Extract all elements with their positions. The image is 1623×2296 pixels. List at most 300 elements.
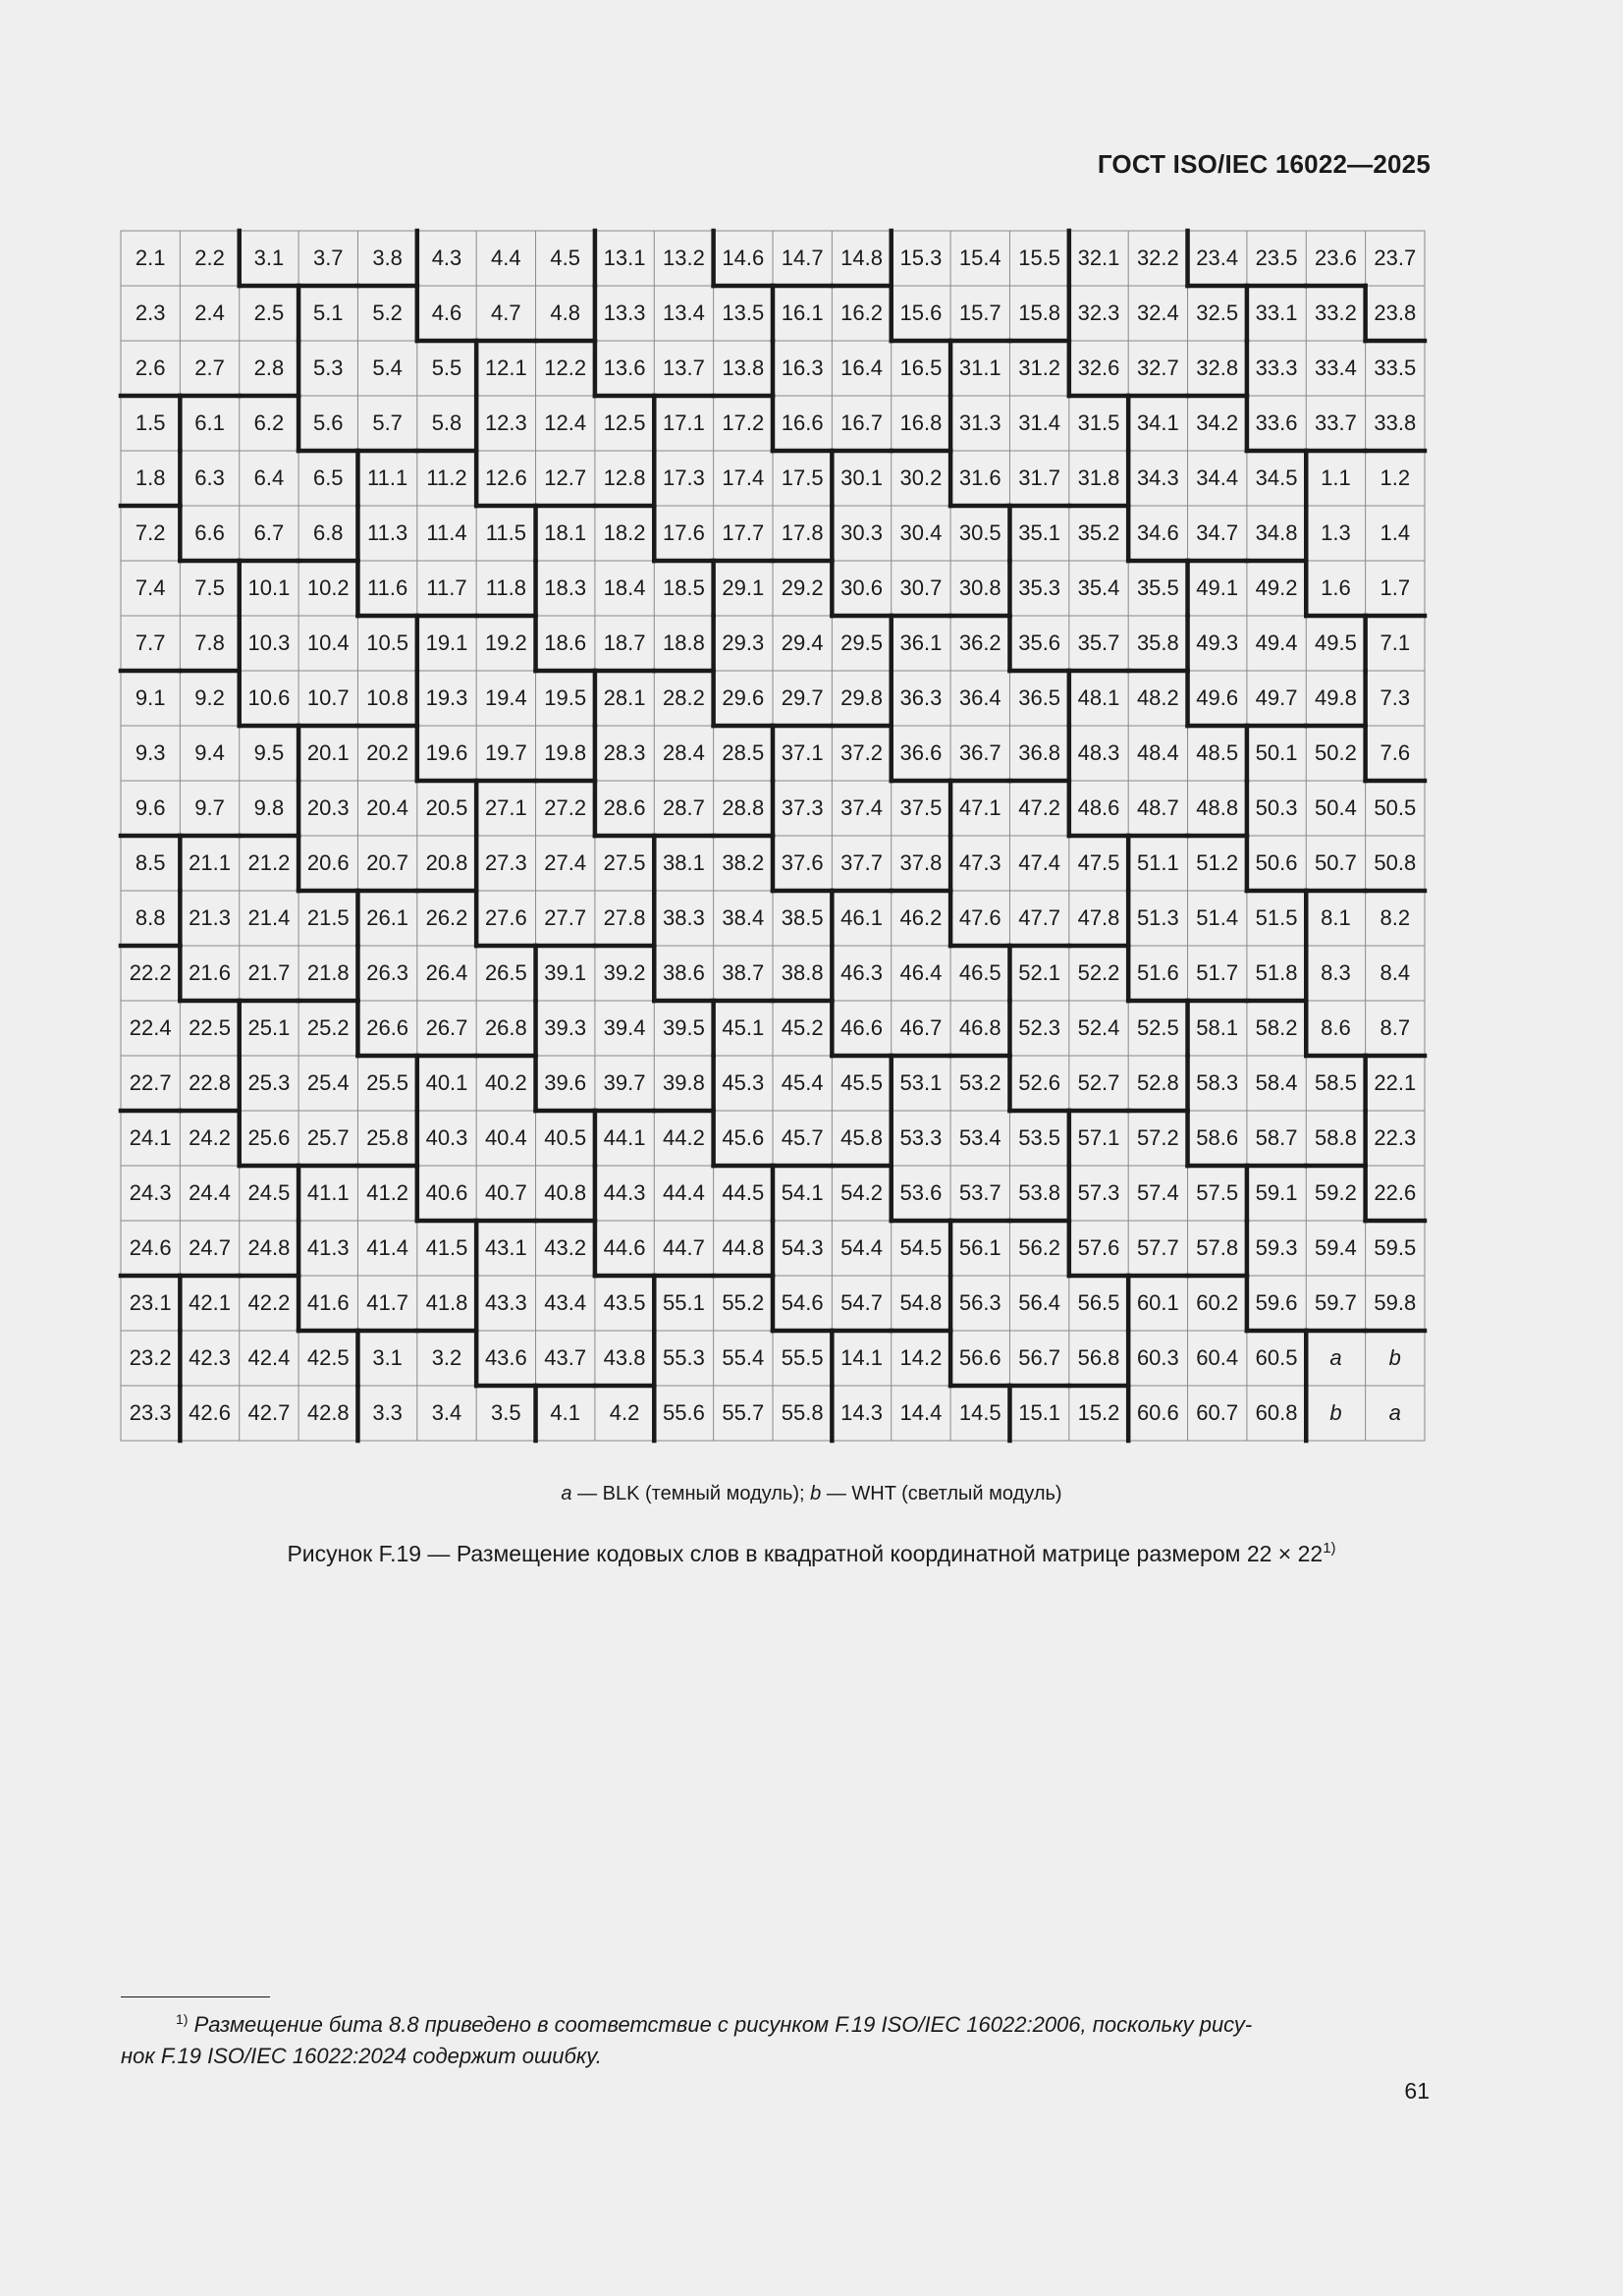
matrix-cell: 10.3: [247, 630, 291, 655]
matrix-cell: 16.8: [899, 410, 943, 435]
figure-caption-text: Рисунок F.19 — Размещение кодовых слов в квадратной координатной матрице размером 22 × 22: [287, 1541, 1324, 1566]
matrix-cell: 42.5: [306, 1345, 350, 1370]
matrix-cell: 25.3: [247, 1070, 291, 1095]
matrix-cell: 37.5: [899, 795, 943, 820]
matrix-cell: 19.6: [425, 740, 468, 765]
matrix-cell: 38.5: [781, 905, 824, 930]
matrix-cell: 56.5: [1077, 1290, 1120, 1315]
matrix-cell: 23.4: [1196, 246, 1239, 270]
matrix-cell: 46.1: [840, 905, 883, 930]
matrix-cell: 14.1: [840, 1345, 883, 1370]
matrix-cell: 1.6: [1321, 575, 1351, 600]
footnote-divider: [121, 1996, 270, 1997]
matrix-cell: 43.4: [544, 1290, 587, 1315]
matrix-cell: 30.1: [840, 465, 883, 490]
matrix-cell: 31.3: [958, 410, 1001, 435]
matrix-cell: 46.8: [958, 1015, 1001, 1040]
matrix-cell: 9.8: [253, 795, 285, 820]
matrix-cell: 58.1: [1196, 1015, 1239, 1040]
matrix-cell: 17.4: [722, 465, 765, 490]
codeword-matrix: [121, 231, 1425, 1441]
matrix-cell: 30.5: [958, 520, 1001, 545]
matrix-cell: 10.6: [247, 685, 291, 710]
matrix-cell: 1.5: [135, 410, 166, 435]
matrix-cell: 33.3: [1255, 355, 1298, 380]
legend-a-symbol: a: [561, 1483, 572, 1504]
matrix-cell: 13.5: [722, 301, 765, 325]
matrix-cell: 14.5: [958, 1400, 1001, 1425]
matrix-cell: 16.5: [899, 355, 943, 380]
matrix-cell: 43.3: [484, 1290, 527, 1315]
matrix-cell: 35.2: [1077, 520, 1120, 545]
matrix-cell: 4.7: [491, 301, 521, 325]
matrix-cell: 45.7: [781, 1125, 824, 1150]
matrix-cell: 33.5: [1374, 355, 1417, 380]
matrix-cell: 15.4: [958, 246, 1001, 270]
matrix-cell: 56.6: [958, 1345, 1001, 1370]
matrix-cell: 7.7: [135, 630, 166, 655]
matrix-cell: 8.6: [1321, 1015, 1351, 1040]
matrix-cell: 3.8: [372, 246, 403, 270]
matrix-cell: 57.6: [1077, 1235, 1120, 1260]
matrix-cell: 26.2: [425, 905, 468, 930]
matrix-cell: 14.6: [722, 246, 765, 270]
matrix-cell: 2.4: [194, 301, 225, 325]
matrix-cell: 5.5: [431, 355, 462, 380]
matrix-cell: 5.3: [312, 355, 344, 380]
matrix-cell: 41.5: [425, 1235, 468, 1260]
matrix-cell: 40.2: [484, 1070, 527, 1095]
matrix-cell: 2.7: [194, 355, 225, 380]
footnote-text-continued: нок F.19 ISO/IEC 16022:2024 содержит ошибку.: [121, 2044, 602, 2068]
matrix-cell: 15.2: [1077, 1400, 1120, 1425]
matrix-cell: 44.5: [722, 1180, 765, 1205]
matrix-cell: 42.6: [189, 1400, 231, 1425]
matrix-cell: 34.1: [1136, 410, 1179, 435]
matrix-cell: 42.4: [247, 1345, 291, 1370]
matrix-cell: 18.3: [544, 575, 587, 600]
matrix-cell: 40.1: [425, 1070, 468, 1095]
matrix-cell: 16.1: [781, 301, 824, 325]
matrix-cell: 27.2: [544, 795, 587, 820]
matrix-cell: 19.1: [425, 630, 468, 655]
matrix-cell: 54.8: [899, 1290, 943, 1315]
matrix-cell: b: [1388, 1345, 1401, 1370]
matrix-cell: 40.5: [544, 1125, 587, 1150]
matrix-cell: 31.4: [1018, 410, 1061, 435]
matrix-cell: 4.8: [550, 301, 580, 325]
matrix-cell: 32.4: [1136, 301, 1179, 325]
matrix-cell: 43.8: [603, 1345, 646, 1370]
matrix-cell: 52.3: [1018, 1015, 1061, 1040]
matrix-cell: 26.3: [366, 960, 409, 985]
matrix-cell: 26.7: [425, 1015, 468, 1040]
matrix-cell: 34.8: [1255, 520, 1298, 545]
matrix-cell: 59.8: [1374, 1290, 1417, 1315]
matrix-cell: 14.3: [840, 1400, 883, 1425]
matrix-cell: 27.1: [484, 795, 527, 820]
matrix-cell: 31.1: [958, 355, 1001, 380]
matrix-cell: 16.3: [781, 355, 824, 380]
matrix-cell: 15.6: [899, 301, 943, 325]
matrix-cell: 59.6: [1255, 1290, 1298, 1315]
matrix-cell: 60.7: [1196, 1400, 1239, 1425]
matrix-cell: 15.8: [1018, 301, 1061, 325]
matrix-cell: 53.4: [958, 1125, 1001, 1150]
matrix-cell: 53.2: [958, 1070, 1001, 1095]
matrix-cell: 3.4: [431, 1400, 462, 1425]
matrix-cell: 11.2: [426, 465, 467, 490]
matrix-cell: 53.8: [1018, 1180, 1061, 1205]
matrix-cell: 42.2: [247, 1290, 291, 1315]
matrix-cell: 50.8: [1374, 850, 1417, 875]
matrix-cell: 18.8: [663, 630, 705, 655]
matrix-cell: 19.8: [544, 740, 587, 765]
matrix-cell: 37.7: [840, 850, 883, 875]
matrix-cell: 45.4: [781, 1070, 824, 1095]
matrix-cell: 48.5: [1196, 740, 1239, 765]
matrix-cell: 9.3: [135, 740, 166, 765]
matrix-cell: 8.3: [1321, 960, 1351, 985]
matrix-cell: 48.8: [1196, 795, 1239, 820]
footnote: [121, 2003, 1431, 2072]
matrix-cell: 4.4: [491, 246, 521, 270]
matrix-cell: 50.4: [1315, 795, 1357, 820]
matrix-cell: 13.2: [663, 246, 705, 270]
matrix-cell: 11.1: [367, 465, 408, 490]
matrix-cell: 49.5: [1315, 630, 1357, 655]
matrix-cell: 40.7: [484, 1180, 527, 1205]
matrix-cell: 5.4: [372, 355, 403, 380]
matrix-cell: 47.7: [1018, 905, 1061, 930]
matrix-cell: 6.2: [253, 410, 285, 435]
matrix-cell: 6.5: [312, 465, 344, 490]
matrix-cell: 21.4: [247, 905, 291, 930]
matrix-cell: 57.3: [1077, 1180, 1120, 1205]
matrix-cell: 13.8: [722, 355, 765, 380]
matrix-cell: 25.4: [306, 1070, 350, 1095]
matrix-cell: 5.7: [372, 410, 403, 435]
matrix-cell: 9.2: [194, 685, 225, 710]
matrix-cell: 7.2: [135, 520, 166, 545]
matrix-cell: 20.6: [306, 850, 350, 875]
matrix-cell: 59.5: [1374, 1235, 1417, 1260]
matrix-cell: 21.6: [189, 960, 231, 985]
matrix-cell: 32.8: [1196, 355, 1239, 380]
matrix-cell: 18.5: [663, 575, 705, 600]
matrix-cell: 52.5: [1136, 1015, 1179, 1040]
matrix-cell: 34.3: [1136, 465, 1179, 490]
matrix-cell: 36.8: [1018, 740, 1061, 765]
matrix-cell: 54.1: [781, 1180, 824, 1205]
matrix-cell: 44.6: [603, 1235, 646, 1260]
matrix-cell: 45.6: [722, 1125, 765, 1150]
matrix-cell: 3.2: [431, 1345, 462, 1370]
matrix-cell: 10.2: [306, 575, 350, 600]
matrix-cell: 43.6: [484, 1345, 527, 1370]
matrix-cell: 32.6: [1077, 355, 1120, 380]
matrix-cell: 60.6: [1136, 1400, 1179, 1425]
matrix-cell: 51.2: [1196, 850, 1239, 875]
matrix-cell: 50.6: [1255, 850, 1298, 875]
matrix-cell: 24.6: [129, 1235, 172, 1260]
matrix-cell: 17.8: [781, 520, 824, 545]
matrix-cell: 55.8: [781, 1400, 824, 1425]
matrix-cell: 14.4: [899, 1400, 943, 1425]
matrix-cell: 18.6: [544, 630, 587, 655]
matrix-cell: 20.5: [425, 795, 468, 820]
matrix-cell: 28.3: [603, 740, 646, 765]
matrix-cell: 37.8: [899, 850, 943, 875]
matrix-cell: 23.2: [129, 1345, 172, 1370]
matrix-cell: 44.4: [663, 1180, 705, 1205]
matrix-cell: 22.4: [129, 1015, 172, 1040]
matrix-cell: 27.4: [544, 850, 587, 875]
matrix-cell: 39.6: [544, 1070, 587, 1095]
matrix-cell: 53.6: [899, 1180, 943, 1205]
matrix-cell: 54.3: [781, 1235, 824, 1260]
matrix-cell: 39.4: [603, 1015, 646, 1040]
matrix-cell: 53.5: [1018, 1125, 1061, 1150]
matrix-cell: 58.8: [1315, 1125, 1357, 1150]
matrix-cell: 4.2: [609, 1400, 640, 1425]
matrix-cell: 1.7: [1380, 575, 1411, 600]
matrix-cell: 23.7: [1374, 246, 1417, 270]
matrix-cell: 50.2: [1315, 740, 1357, 765]
matrix-cell: 14.8: [840, 246, 883, 270]
matrix-cell: 17.2: [722, 410, 765, 435]
matrix-cell: 6.8: [312, 520, 344, 545]
matrix-cell: 46.4: [899, 960, 943, 985]
matrix-cell: 7.3: [1380, 685, 1411, 710]
matrix-cell: 11.4: [426, 520, 467, 545]
matrix-cell: 39.1: [544, 960, 587, 985]
matrix-cell: 13.7: [663, 355, 705, 380]
matrix-cell: 16.7: [840, 410, 883, 435]
matrix-cell: 25.7: [306, 1125, 350, 1150]
matrix-cell: 29.7: [781, 685, 824, 710]
matrix-cell: 60.3: [1136, 1345, 1179, 1370]
matrix-cell: 56.1: [958, 1235, 1001, 1260]
matrix-cell: 48.2: [1136, 685, 1179, 710]
matrix-cell: 6.7: [253, 520, 285, 545]
matrix-cell: 47.5: [1077, 850, 1120, 875]
matrix-cell: 49.4: [1255, 630, 1298, 655]
matrix-cell: 2.5: [253, 301, 285, 325]
matrix-cell: 54.5: [899, 1235, 943, 1260]
matrix-cell: 37.4: [840, 795, 883, 820]
matrix-cell: 29.1: [722, 575, 765, 600]
matrix-cell: 25.1: [247, 1015, 291, 1040]
matrix-cell: 3.3: [372, 1400, 403, 1425]
matrix-cell: 2.1: [135, 246, 166, 270]
matrix-cell: 38.8: [781, 960, 824, 985]
matrix-cell: 31.6: [958, 465, 1001, 490]
matrix-cell: 58.5: [1315, 1070, 1357, 1095]
matrix-cell: 38.7: [722, 960, 765, 985]
matrix-cell: 41.8: [425, 1290, 468, 1315]
matrix-cell: 29.2: [781, 575, 824, 600]
matrix-cell: 48.3: [1077, 740, 1120, 765]
matrix-cell: 26.8: [484, 1015, 527, 1040]
matrix-cell: 8.1: [1321, 905, 1351, 930]
matrix-cell: 6.1: [194, 410, 225, 435]
matrix-cell: 45.3: [722, 1070, 765, 1095]
matrix-cell: 30.6: [840, 575, 883, 600]
matrix-cell: 16.4: [840, 355, 883, 380]
matrix-cell: 33.1: [1255, 301, 1298, 325]
matrix-cell: 29.3: [722, 630, 765, 655]
matrix-cell: 24.1: [129, 1125, 172, 1150]
matrix-cell: 6.6: [194, 520, 225, 545]
matrix-cell: 28.8: [722, 795, 765, 820]
matrix-cell: 11.5: [485, 520, 526, 545]
matrix-cell: 48.4: [1136, 740, 1179, 765]
matrix-cell: 13.6: [603, 355, 646, 380]
matrix-cell: 60.1: [1136, 1290, 1179, 1315]
matrix-cell: 19.5: [544, 685, 587, 710]
legend-a-text: — BLK (темный модуль);: [571, 1483, 811, 1504]
matrix-cell: 27.3: [484, 850, 527, 875]
matrix-cell: 37.3: [781, 795, 824, 820]
matrix-cell: 35.7: [1077, 630, 1120, 655]
matrix-cell: 6.3: [194, 465, 225, 490]
matrix-cell: 51.5: [1255, 905, 1298, 930]
matrix-cell: 11.8: [485, 575, 526, 600]
matrix-cell: 14.7: [781, 246, 824, 270]
matrix-cell: 46.6: [840, 1015, 883, 1040]
matrix-cell: 60.5: [1255, 1345, 1298, 1370]
matrix-cell: 17.6: [663, 520, 705, 545]
matrix-cell: 23.5: [1255, 246, 1298, 270]
matrix-cell: 26.1: [366, 905, 409, 930]
matrix-cell: 34.4: [1196, 465, 1239, 490]
matrix-cell: 10.7: [306, 685, 350, 710]
matrix-cell: 26.5: [484, 960, 527, 985]
matrix-cell: 12.4: [544, 410, 587, 435]
footnote-reference: 1): [1323, 1540, 1336, 1557]
matrix-cell: 30.7: [899, 575, 943, 600]
matrix-cell: 12.5: [603, 410, 646, 435]
matrix-cell: 19.4: [484, 685, 527, 710]
matrix-cell: 55.5: [781, 1345, 824, 1370]
matrix-cell: 43.7: [544, 1345, 587, 1370]
matrix-cell: 9.5: [253, 740, 285, 765]
matrix-cell: 54.2: [840, 1180, 883, 1205]
matrix-cell: 41.7: [366, 1290, 409, 1315]
matrix-cell: 24.2: [189, 1125, 231, 1150]
matrix-cell: 48.7: [1136, 795, 1179, 820]
matrix-cell: 10.1: [247, 575, 291, 600]
matrix-cell: 12.8: [603, 465, 646, 490]
matrix-cell: 46.2: [899, 905, 943, 930]
matrix-cell: 10.4: [306, 630, 350, 655]
matrix-cell: 53.1: [899, 1070, 943, 1095]
matrix-cell: 56.2: [1018, 1235, 1061, 1260]
matrix-cell: 48.6: [1077, 795, 1120, 820]
matrix-cell: 38.3: [663, 905, 705, 930]
matrix-cell: 41.6: [306, 1290, 350, 1315]
matrix-cell: 49.1: [1196, 575, 1239, 600]
matrix-cell: 36.4: [958, 685, 1001, 710]
matrix-cell: 47.8: [1077, 905, 1120, 930]
matrix-cell: 23.6: [1315, 246, 1357, 270]
matrix-cell: 21.5: [306, 905, 350, 930]
matrix-cell: 29.6: [722, 685, 765, 710]
matrix-cell: 24.7: [189, 1235, 231, 1260]
matrix-cell: 21.3: [189, 905, 231, 930]
matrix-cell: 58.7: [1255, 1125, 1298, 1150]
matrix-cell: 21.2: [247, 850, 291, 875]
matrix-cell: 20.4: [366, 795, 409, 820]
matrix-cell: 57.5: [1196, 1180, 1239, 1205]
matrix-cell: 38.6: [663, 960, 705, 985]
matrix-cell: 27.7: [544, 905, 587, 930]
matrix-cell: 40.6: [425, 1180, 468, 1205]
matrix-cell: 35.3: [1018, 575, 1061, 600]
matrix-legend: [0, 1483, 1623, 1505]
matrix-cell: 49.6: [1196, 685, 1239, 710]
matrix-cell: 44.2: [663, 1125, 705, 1150]
matrix-cell: 19.7: [484, 740, 527, 765]
matrix-cell: 33.2: [1315, 301, 1357, 325]
matrix-cell: 30.8: [958, 575, 1001, 600]
matrix-cell: 3.7: [312, 246, 344, 270]
matrix-cell: 7.1: [1380, 630, 1411, 655]
matrix-cell: 45.8: [840, 1125, 883, 1150]
matrix-cell: 25.5: [366, 1070, 409, 1095]
matrix-cell: 37.6: [781, 850, 824, 875]
matrix-cell: 24.8: [247, 1235, 291, 1260]
matrix-cell: 39.8: [663, 1070, 705, 1095]
matrix-cell: 30.4: [899, 520, 943, 545]
matrix-cell: 8.8: [135, 905, 166, 930]
matrix-cell: 12.3: [484, 410, 527, 435]
matrix-cell: 52.8: [1136, 1070, 1179, 1095]
matrix-cell: 28.5: [722, 740, 765, 765]
matrix-cell: 59.7: [1315, 1290, 1357, 1315]
matrix-cell: 36.5: [1018, 685, 1061, 710]
matrix-cell: 4.1: [550, 1400, 580, 1425]
matrix-cell: 28.6: [603, 795, 646, 820]
matrix-cell: 27.5: [603, 850, 646, 875]
matrix-cell: 21.8: [306, 960, 350, 985]
matrix-cell: 30.2: [899, 465, 943, 490]
matrix-cell: 46.7: [899, 1015, 943, 1040]
matrix-cell: 20.7: [366, 850, 409, 875]
matrix-cell: 35.1: [1018, 520, 1061, 545]
matrix-cell: 17.5: [781, 465, 824, 490]
matrix-cell: 44.7: [663, 1235, 705, 1260]
matrix-cell: 40.8: [544, 1180, 587, 1205]
matrix-cell: 23.8: [1374, 301, 1417, 325]
matrix-cell: 59.3: [1255, 1235, 1298, 1260]
matrix-cell: 58.6: [1196, 1125, 1239, 1150]
matrix-cell: 55.1: [663, 1290, 705, 1315]
matrix-cell: a: [1329, 1345, 1342, 1370]
matrix-cell: b: [1329, 1400, 1342, 1425]
matrix-cell: 46.5: [958, 960, 1001, 985]
matrix-cell: 32.5: [1196, 301, 1239, 325]
matrix-cell: 52.2: [1077, 960, 1120, 985]
figure-caption: [0, 1540, 1623, 1567]
matrix-cell: 35.6: [1018, 630, 1061, 655]
matrix-cell: 60.2: [1196, 1290, 1239, 1315]
matrix-cell: 22.1: [1374, 1070, 1417, 1095]
matrix-cell: 25.8: [366, 1125, 409, 1150]
matrix-cell: 22.5: [189, 1015, 231, 1040]
matrix-cell: 1.8: [135, 465, 166, 490]
